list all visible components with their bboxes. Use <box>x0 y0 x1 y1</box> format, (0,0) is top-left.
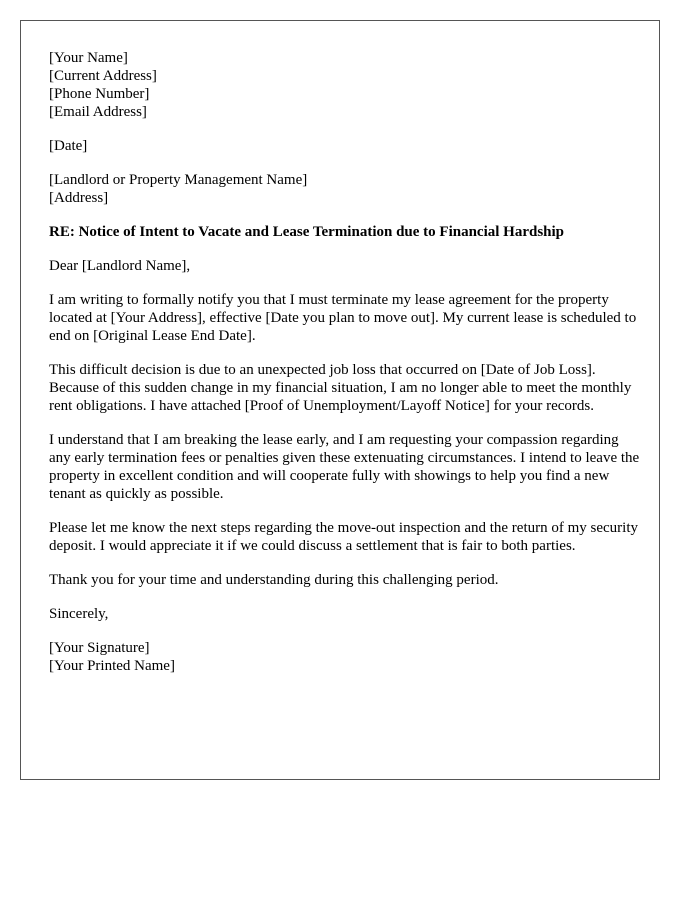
closing: Sincerely, <box>49 606 109 622</box>
recipient-name: [Landlord or Property Management Name] <box>49 172 308 188</box>
sender-email: [Email Address] <box>49 104 147 120</box>
signature-block <box>49 639 639 675</box>
signature: [Your Signature] <box>49 640 150 656</box>
paragraph-next-steps: Please let me know the next steps regarding the move-out inspection and the return of my security deposit. I would appreciate it if we could discuss a settlement that is fair to both parties. <box>49 520 639 554</box>
paragraph-thanks: Thank you for your time and understanding during this challenging period. <box>49 572 499 588</box>
paragraph-notice: I am writing to formally notify you that I must terminate my lease agreement for the property located at [Your Address], effective [Date you plan to move out]. My current lease is scheduled to end on [Original Lease End Date]. <box>49 292 637 344</box>
subject-line: RE: Notice of Intent to Vacate and Lease Termination due to Financial Hardship <box>49 224 565 240</box>
paragraph-request: I understand that I am breaking the lease early, and I am requesting your compassion regarding any early termination fees or penalties given these extenuating circumstances. I intend to leave the property in excellent condition and will cooperate fully with showings to help you find a new tenant as quickly as possible. <box>49 432 640 502</box>
sender-block <box>49 49 639 121</box>
letter <box>20 20 660 780</box>
sender-address: [Current Address] <box>49 68 157 84</box>
printed-name: [Your Printed Name] <box>49 658 175 674</box>
sender-name: [Your Name] <box>49 50 128 66</box>
paragraph-reason: This difficult decision is due to an unexpected job loss that occurred on [Date of Job Loss]. Because of this sudden change in my financial situation, I am no longer able to meet the monthly rent obligations. I have attached [Proof of Unemployment/Layoff Notice] for your records. <box>49 362 632 414</box>
date: [Date] <box>49 138 88 154</box>
salutation: Dear [Landlord Name], <box>49 258 191 274</box>
recipient-address: [Address] <box>49 190 109 206</box>
recipient-block <box>49 171 639 207</box>
sender-phone: [Phone Number] <box>49 86 150 102</box>
